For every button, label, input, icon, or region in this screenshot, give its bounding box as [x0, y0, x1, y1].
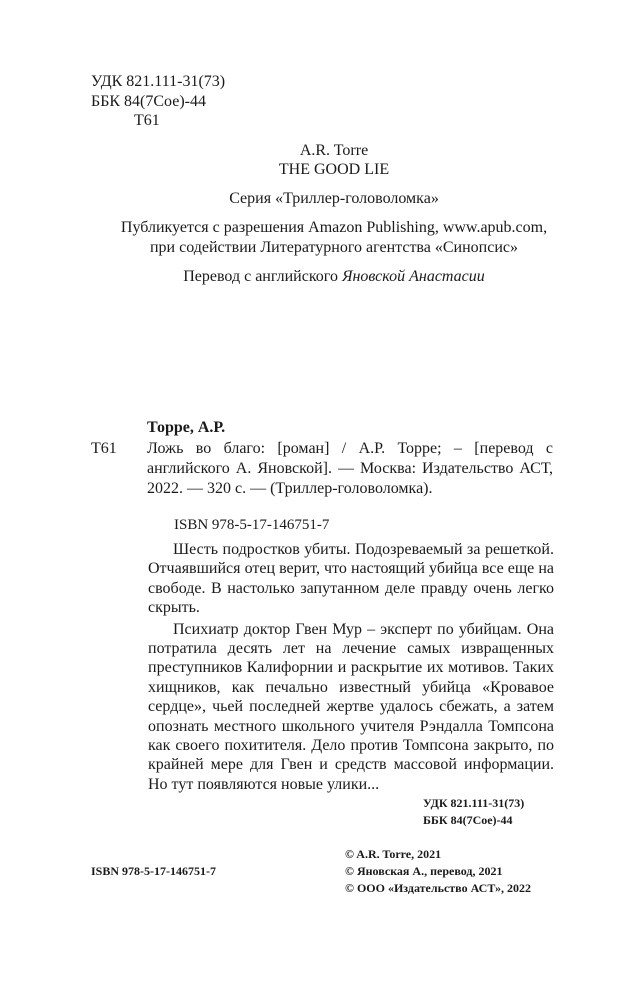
footer-isbn: ISBN 978-5-17-146751-7: [91, 864, 216, 878]
isbn-line: ISBN 978-5-17-146751-7: [174, 517, 330, 533]
bibliographic-author-mark: Т61: [91, 440, 117, 457]
rights-line-1: Публикуется с разрешения Amazon Publishing, www.apub.com,: [120, 219, 548, 236]
copyright-line-2: © Яновская А., перевод, 2021: [345, 864, 503, 878]
annotation: [148, 540, 554, 794]
copyright-line-1: © A.R. Torre, 2021: [345, 847, 442, 861]
author-mark: Т61: [134, 112, 160, 129]
copyright-line-3: © ООО «Издательство АСТ», 2022: [345, 881, 532, 895]
annotation-paragraph-1: Шесть подростков убиты. Подозреваемый за решеткой. Отчаявшийся отец верит, что настоящий убийца все еще на свободе. В настолько запутанном деле правду очень легко скрыть.: [148, 541, 554, 617]
footer-bbk-code: ББК 84(7Сое)-44: [423, 813, 513, 827]
bibliographic-description: Ложь во благо: [роман] / А.Р. Торре; – [перевод с английского А. Яновской]. — Москва: Издательство АСТ, 2022. — 320 с. — (Триллер-головоломка).: [147, 440, 553, 497]
annotation-paragraph-2: Психиатр доктор Гвен Мур – эксперт по убийцам. Она потратила десять лет на лечение самых извращенных преступников Калифорнии и раскрытие их мотивов. Таких хищников, как печально известный убийца «Кровавое сердце», чьей последней жертве удалось сбежать, а затем опознать местного школьного учителя Рэндалла Томпсона как своего похитителя. Дело против Томпсона закрыто, по крайней мере для Гвен и средств массовой информации. Но тут появляются новые улики...: [148, 620, 554, 793]
original-author: A.R. Torre: [299, 142, 369, 159]
bibliographic-heading: Торре, А.Р.: [147, 419, 226, 436]
series-line: Серия «Триллер-головоломка»: [229, 190, 439, 207]
bbk-code: ББК 84(7Сое)-44: [91, 93, 206, 110]
original-title: THE GOOD LIE: [278, 161, 390, 178]
translation-prefix: Перевод с английского: [183, 268, 342, 285]
rights-line-2: при содействии Литературного агентства «Синопсис»: [149, 239, 518, 256]
translation-line: [91, 267, 577, 287]
footer-udk-code: УДК 821.111-31(73): [423, 796, 525, 810]
translator-name: Яновской Анастасии: [341, 268, 485, 285]
udk-code: УДК 821.111-31(73): [91, 73, 226, 90]
